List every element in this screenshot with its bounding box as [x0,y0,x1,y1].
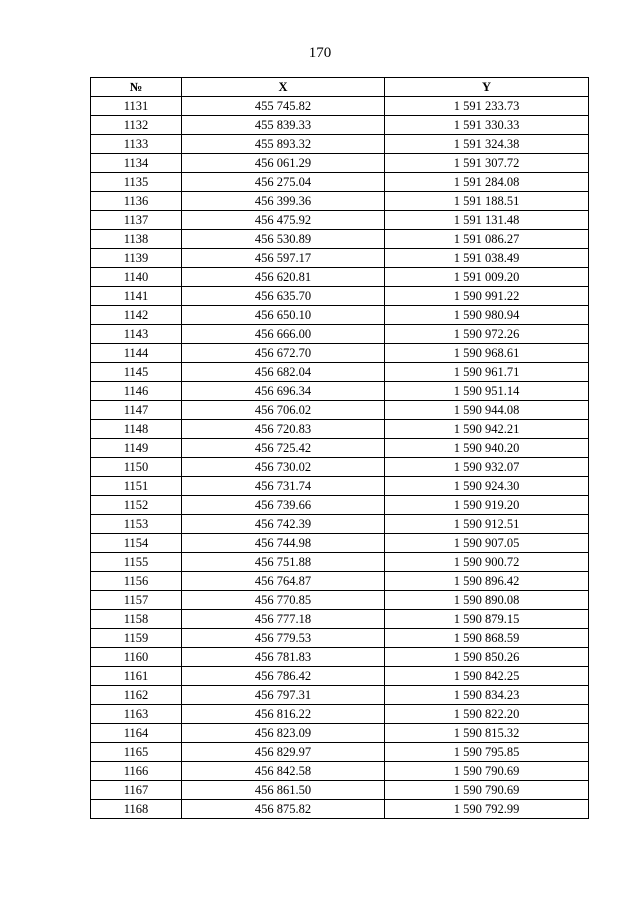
x-coordinate-cell: 456 764.87 [182,572,385,591]
table-row [91,401,589,420]
table-row [91,135,589,154]
table-row [91,249,589,268]
x-coordinate-cell: 456 275.04 [182,173,385,192]
table-row [91,648,589,667]
point-number-cell: 1150 [91,458,182,477]
point-number-cell: 1153 [91,515,182,534]
y-coordinate-cell: 1 590 968.61 [385,344,589,363]
x-coordinate-cell: 456 720.83 [182,420,385,439]
x-coordinate-cell: 456 861.50 [182,781,385,800]
y-coordinate-cell: 1 590 912.51 [385,515,589,534]
table-row [91,629,589,648]
y-coordinate-cell: 1 590 790.69 [385,781,589,800]
y-coordinate-cell: 1 590 868.59 [385,629,589,648]
x-coordinate-cell: 456 797.31 [182,686,385,705]
y-coordinate-cell: 1 590 815.32 [385,724,589,743]
x-coordinate-cell: 456 475.92 [182,211,385,230]
table-row [91,572,589,591]
column-header-x: X [182,78,385,97]
table-row [91,667,589,686]
point-number-cell: 1137 [91,211,182,230]
point-number-cell: 1161 [91,667,182,686]
table-row [91,477,589,496]
point-number-cell: 1149 [91,439,182,458]
y-coordinate-cell: 1 590 972.26 [385,325,589,344]
y-coordinate-cell: 1 590 834.23 [385,686,589,705]
y-coordinate-cell: 1 590 790.69 [385,762,589,781]
table-row [91,97,589,116]
point-number-cell: 1147 [91,401,182,420]
table-row [91,420,589,439]
x-coordinate-cell: 455 839.33 [182,116,385,135]
x-coordinate-cell: 456 666.00 [182,325,385,344]
y-coordinate-cell: 1 591 324.38 [385,135,589,154]
table-row [91,344,589,363]
point-number-cell: 1166 [91,762,182,781]
x-coordinate-cell: 456 650.10 [182,306,385,325]
x-coordinate-cell: 456 730.02 [182,458,385,477]
x-coordinate-cell: 456 744.98 [182,534,385,553]
x-coordinate-cell: 456 823.09 [182,724,385,743]
y-coordinate-cell: 1 590 951.14 [385,382,589,401]
table-row [91,705,589,724]
y-coordinate-cell: 1 590 961.71 [385,363,589,382]
x-coordinate-cell: 455 745.82 [182,97,385,116]
y-coordinate-cell: 1 590 944.08 [385,401,589,420]
point-number-cell: 1148 [91,420,182,439]
column-header-y: Y [385,78,589,97]
table-row [91,515,589,534]
table-row [91,439,589,458]
y-coordinate-cell: 1 590 924.30 [385,477,589,496]
page-number: 170 [308,45,332,61]
point-number-cell: 1140 [91,268,182,287]
x-coordinate-cell: 456 635.70 [182,287,385,306]
point-number-cell: 1157 [91,591,182,610]
y-coordinate-cell: 1 591 009.20 [385,268,589,287]
point-number-cell: 1132 [91,116,182,135]
x-coordinate-cell: 456 061.29 [182,154,385,173]
y-coordinate-cell: 1 591 284.08 [385,173,589,192]
table-row [91,800,589,819]
table-row [91,724,589,743]
table-row [91,610,589,629]
y-coordinate-cell: 1 590 896.42 [385,572,589,591]
table-row [91,268,589,287]
y-coordinate-cell: 1 591 038.49 [385,249,589,268]
y-coordinate-cell: 1 591 188.51 [385,192,589,211]
point-number-cell: 1160 [91,648,182,667]
point-number-cell: 1158 [91,610,182,629]
table-row [91,154,589,173]
table-row [91,781,589,800]
table-row [91,230,589,249]
point-number-cell: 1131 [91,97,182,116]
x-coordinate-cell: 456 816.22 [182,705,385,724]
point-number-cell: 1152 [91,496,182,515]
point-number-cell: 1164 [91,724,182,743]
point-number-cell: 1144 [91,344,182,363]
x-coordinate-cell: 456 706.02 [182,401,385,420]
table-row [91,363,589,382]
x-coordinate-cell: 456 530.89 [182,230,385,249]
point-number-cell: 1136 [91,192,182,211]
x-coordinate-cell: 456 875.82 [182,800,385,819]
y-coordinate-cell: 1 590 822.20 [385,705,589,724]
y-coordinate-cell: 1 591 086.27 [385,230,589,249]
table-row [91,211,589,230]
x-coordinate-cell: 456 731.74 [182,477,385,496]
x-coordinate-cell: 456 399.36 [182,192,385,211]
table-row [91,116,589,135]
x-coordinate-cell: 456 725.42 [182,439,385,458]
table-row [91,325,589,344]
y-coordinate-cell: 1 590 942.21 [385,420,589,439]
y-coordinate-cell: 1 590 907.05 [385,534,589,553]
table-body [91,97,589,819]
coordinates-table [90,77,589,819]
point-number-cell: 1163 [91,705,182,724]
table-row [91,553,589,572]
x-coordinate-cell: 456 597.17 [182,249,385,268]
y-coordinate-cell: 1 590 842.25 [385,667,589,686]
point-number-cell: 1156 [91,572,182,591]
y-coordinate-cell: 1 590 879.15 [385,610,589,629]
x-coordinate-cell: 456 696.34 [182,382,385,401]
y-coordinate-cell: 1 590 932.07 [385,458,589,477]
table-row [91,591,589,610]
y-coordinate-cell: 1 590 792.99 [385,800,589,819]
table-row [91,458,589,477]
x-coordinate-cell: 456 779.53 [182,629,385,648]
point-number-cell: 1134 [91,154,182,173]
point-number-cell: 1155 [91,553,182,572]
table-row [91,306,589,325]
y-coordinate-cell: 1 590 890.08 [385,591,589,610]
x-coordinate-cell: 456 742.39 [182,515,385,534]
point-number-cell: 1135 [91,173,182,192]
x-coordinate-cell: 456 770.85 [182,591,385,610]
point-number-cell: 1146 [91,382,182,401]
x-coordinate-cell: 455 893.32 [182,135,385,154]
x-coordinate-cell: 456 739.66 [182,496,385,515]
point-number-cell: 1143 [91,325,182,344]
x-coordinate-cell: 456 777.18 [182,610,385,629]
x-coordinate-cell: 456 781.83 [182,648,385,667]
column-header-number: № [91,78,182,97]
point-number-cell: 1154 [91,534,182,553]
point-number-cell: 1145 [91,363,182,382]
point-number-cell: 1159 [91,629,182,648]
table-row [91,192,589,211]
y-coordinate-cell: 1 591 233.73 [385,97,589,116]
point-number-cell: 1133 [91,135,182,154]
x-coordinate-cell: 456 751.88 [182,553,385,572]
point-number-cell: 1138 [91,230,182,249]
y-coordinate-cell: 1 591 307.72 [385,154,589,173]
table-row [91,496,589,515]
y-coordinate-cell: 1 590 795.85 [385,743,589,762]
y-coordinate-cell: 1 591 131.48 [385,211,589,230]
x-coordinate-cell: 456 829.97 [182,743,385,762]
x-coordinate-cell: 456 620.81 [182,268,385,287]
table-header-row [91,78,589,97]
point-number-cell: 1168 [91,800,182,819]
table-row [91,173,589,192]
table-row [91,762,589,781]
table-row [91,686,589,705]
x-coordinate-cell: 456 842.58 [182,762,385,781]
point-number-cell: 1142 [91,306,182,325]
x-coordinate-cell: 456 786.42 [182,667,385,686]
point-number-cell: 1167 [91,781,182,800]
x-coordinate-cell: 456 682.04 [182,363,385,382]
point-number-cell: 1165 [91,743,182,762]
point-number-cell: 1162 [91,686,182,705]
point-number-cell: 1141 [91,287,182,306]
table-row [91,382,589,401]
y-coordinate-cell: 1 591 330.33 [385,116,589,135]
y-coordinate-cell: 1 590 900.72 [385,553,589,572]
point-number-cell: 1151 [91,477,182,496]
y-coordinate-cell: 1 590 980.94 [385,306,589,325]
point-number-cell: 1139 [91,249,182,268]
y-coordinate-cell: 1 590 919.20 [385,496,589,515]
y-coordinate-cell: 1 590 940.20 [385,439,589,458]
y-coordinate-cell: 1 590 850.26 [385,648,589,667]
table-row [91,534,589,553]
table-row [91,743,589,762]
table-row [91,287,589,306]
x-coordinate-cell: 456 672.70 [182,344,385,363]
y-coordinate-cell: 1 590 991.22 [385,287,589,306]
